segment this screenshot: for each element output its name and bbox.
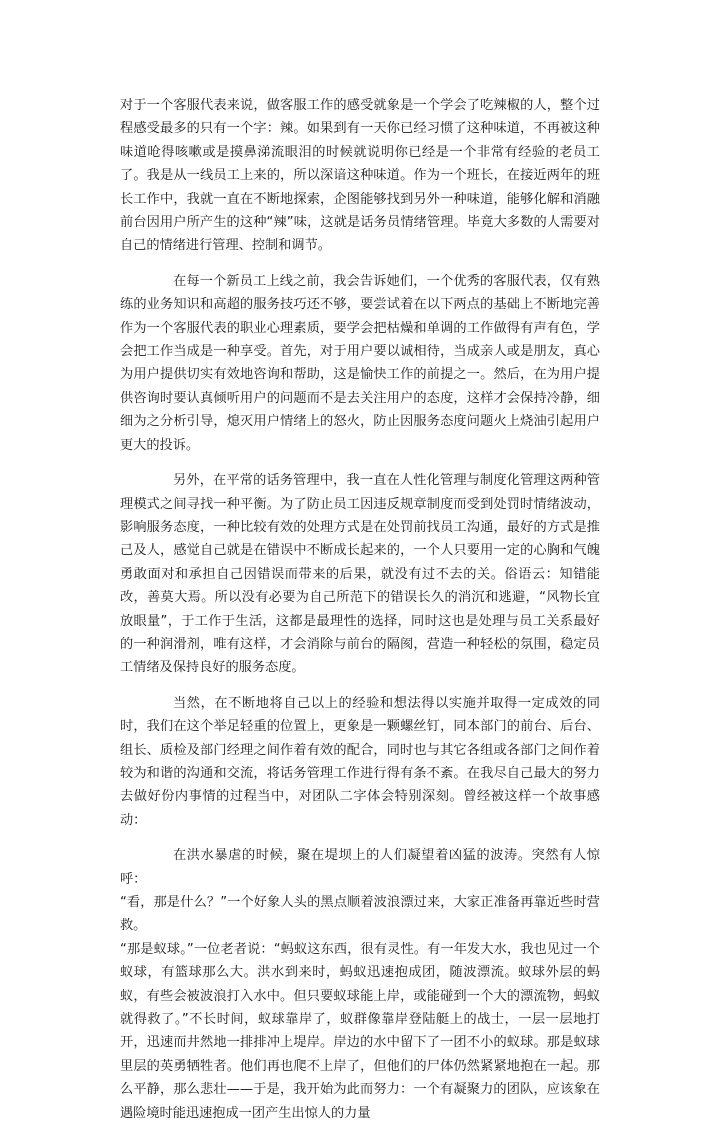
paragraph-intro: 对于一个客服代表来说，做客服工作的感受就象是一个学会了吃辣椒的人，整个过程感受最多的只有一个字：辣。如果到有一天你已经习惯了这种味道，不再被这种味道呛得咳嗽或是摸鼻涕流眼泪的时候就说明你已经是一个非常有经验的老员工了。我是从一线员工上来的，所以深谙这种味道。作为一个班长，在接近两年的班长工作中，我就一直在不断地探索，企图能够找到另外一种味道，能够化解和消融前台因用户所产生的这种“辣”味，这就是话务员情绪管理。毕竟大多数的人需要对自己的情绪进行管理、控制和调节。	[120, 98, 600, 254]
paragraph-story-ant-ball: “那是蚁球。”一位老者说：“蚂蚁这东西，很有灵性。有一年发大水，我也见过一个蚁球，有篮球那么大。洪水到来时，蚂蚁迅速抱成团，随波漂流。蚁球外层的蚂蚁，有些会被波浪打入水中。但只要蚁球能上岸，或能碰到一个大的漂流物，蚂蚁就得救了。”不长时间，蚁球靠岸了，蚁群像靠岸登陆艇上的战士，一层一层地打开，迅速而井然地一排排冲上堤岸。岸边的水中留下了一团不小的蚁球。那是蚁球里层的英勇牺牲者。他们再也爬不上岸了，但他们的尸体仍然紧紧地抱在一起。那么平静，那么悲壮——于是，我开始为此而努力：一个有凝聚力的团队，应该象在遇险境时能迅速抱成一团产生出惊人的力量	[120, 941, 600, 1121]
paragraph-management-balance: 另外，在平常的话务管理中，我一直在人性化管理与制度化管理这两种管理模式之间寻找一种平衡。为了防止员工因违反规章制度而受到处罚时情绪波动，影响服务态度，一种比较有效的处理方式是在处罚前找员工沟通，最好的方式是推己及人，感觉自己就是在错误中不断成长起来的，一个人只要用一定的心胸和气魄勇敢面对和承担自己因错误而带来的后果，就没有过不去的关。俗语云：知错能改，善莫大焉。所以没有必要为自己所范下的错误长久的消沉和逃避，“风物长宜放眼量”，于工作于生活，这都是最理性的选择，同时这也是处理与员工关系最好的一种润滑剂，唯有这样，才会消除与前台的隔阂，营造一种轻松的氛围，稳定员工情绪及保持良好的服务态度。	[120, 473, 600, 676]
paragraph-teamwork: 当然，在不断地将自己以上的经验和想法得以实施并取得一定成效的同时，我们在这个举足轻重的位置上，更象是一颗螺丝钉，同本部门的前台、后台、组长、质检及部门经理之间作着有效的配合，同时也与其它各组或各部门之间作着较为和谐的沟通和交流，将话务管理工作进行得有条不紊。在我尽自己最大的努力去做好份内事情的过程当中，对团队二字体会特别深刻。曾经被这样一个故事感动：	[120, 695, 600, 828]
paragraph-new-staff: 在每一个新员工上线之前，我会告诉她们，一个优秀的客服代表，仅有熟练的业务知识和高超的服务技巧还不够，要尝试着在以下两点的基础上不断地完善作为一个客服代表的职业心理素质，要学会把枯燥和单调的工作做得有声有色，学会把工作当成是一种享受。首先，对于用户要以诚相待，当成亲人或是朋友，真心为用户提供切实有效地咨询和帮助，这是愉快工作的前提之一。然后，在为用户提供咨询时要认真倾听用户的问题而不是去关注用户的态度，这样才会保持冷静，细细为之分析引导，熄灭用户情绪上的怒火，防止因服务态度问题火上烧油引起用户更大的投诉。	[120, 273, 600, 453]
paragraph-story-flood: 在洪水暴虐的时候，聚在堤坝上的人们凝望着凶猛的波涛。突然有人惊呼：	[120, 848, 600, 887]
document-body	[120, 94, 600, 1125]
paragraph-story-question: “看，那是什么？”一个好象人头的黑点顺着波浪漂过来，大家正准备再靠近些时营救。	[120, 895, 600, 934]
